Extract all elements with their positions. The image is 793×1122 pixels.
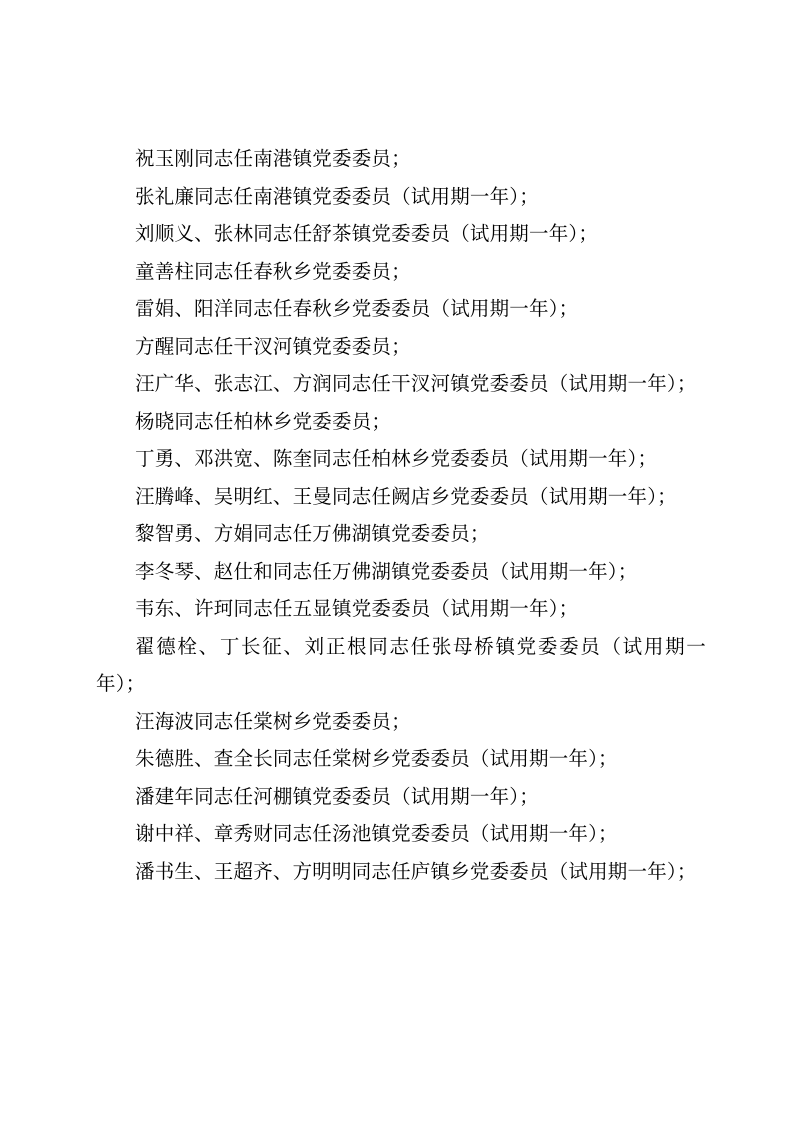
paragraph: 刘顺义、张林同志任舒茶镇党委委员（试用期一年）； [135,222,599,245]
paragraph: 汪海波同志任棠树乡党委委员； [135,709,411,733]
paragraph: 谢中祥、章秀财同志任汤池镇党委委员（试用期一年）； [135,822,618,845]
paragraph: 杨晓同志任柏林乡党委委员； [135,409,392,433]
paragraph: 翟德栓、丁长征、刘正根同志任张母桥镇党委委员（试用期一年）； [96,634,706,695]
document-body [96,140,706,890]
paragraph: 汪广华、张志江、方润同志任干汊河镇党委委员（试用期一年）； [135,372,697,395]
paragraph: 黎智勇、方娟同志任万佛湖镇党委委员； [135,522,490,545]
paragraph: 丁勇、邓洪宽、陈奎同志任柏林乡党委委员（试用期一年）； [135,447,658,470]
paragraph: 方醒同志任干汊河镇党委委员； [135,334,411,358]
paragraph: 祝玉刚同志任南港镇党委委员； [135,147,411,170]
paragraph: 李冬琴、赵仕和同志任万佛湖镇党委委员（试用期一年）； [135,559,638,583]
paragraph: 雷娟、阳洋同志任春秋乡党委委员（试用期一年）； [135,297,579,320]
paragraph: 张礼廉同志任南港镇党委委员（试用期一年）； [135,184,539,208]
paragraph: 童善柱同志任春秋乡党委委员； [135,259,411,283]
paragraph: 朱德胜、查全长同志任棠树乡党委委员（试用期一年）； [135,747,618,770]
paragraph: 潘建年同志任河棚镇党委委员（试用期一年）； [135,784,539,808]
paragraph: 韦东、许珂同志任五显镇党委委员（试用期一年）； [135,597,579,620]
paragraph: 汪腾峰、吴明红、王曼同志任阙店乡党委委员（试用期一年）； [135,484,677,508]
paragraph: 潘书生、王超齐、方明明同志任庐镇乡党委委员（试用期一年）； [135,859,697,883]
